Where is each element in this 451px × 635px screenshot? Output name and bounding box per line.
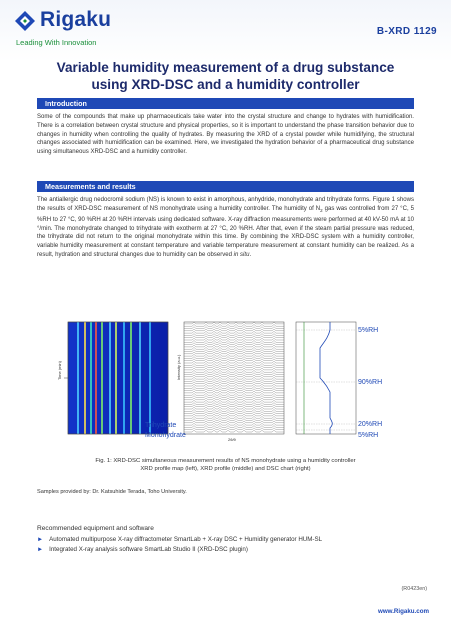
label-monohydrate: Monohydrate [145, 432, 186, 439]
website-link[interactable]: www.Rigaku.com [378, 608, 429, 615]
recommended-item [37, 546, 248, 553]
samples-credit: Samples provided by: Dr. Katsuhide Terada, Toho University. [37, 489, 187, 495]
svg-text:2θ/θ: 2θ/θ [228, 437, 236, 442]
results-text-italic: in situ [233, 251, 250, 258]
section-heading-introduction: Introduction [37, 98, 414, 109]
svg-text:Time (min): Time (min) [57, 361, 62, 380]
label-5rh-top: 5%RH [358, 327, 379, 334]
figure-1 [58, 318, 388, 446]
label-20rh: 20%RH [358, 421, 383, 428]
svg-text:Intensity (a.u.): Intensity (a.u.) [176, 354, 181, 380]
title-line-2: using XRD-DSC and a humidity controller [91, 76, 360, 92]
title-line-1: Variable humidity measurement of a drug substance [56, 60, 395, 75]
brand-name: Rigaku [40, 8, 112, 31]
label-trihydrate: Trihydrate [145, 422, 177, 429]
recommended-item-label: Automated multipurpose X-ray diffractometer SmartLab + X-ray DSC + Humidity generator HUM-SL [49, 536, 323, 543]
figure-labels [58, 318, 388, 446]
label-90rh: 90%RH [358, 379, 383, 386]
label-5rh-bottom: 5%RH [358, 432, 379, 439]
introduction-text: Some of the compounds that make up pharmaceuticals take water into the crystal structure and change to hydrates with humidification. There is a correlation between crystal structure and physical properties, so it is important to understand the phase transition behavior due to changes in humidity when controlling the quality of hydrates. By measuring the XRD of a crystal powder while humidifying, the structural changes associated with humidification can be examined. Here, we investigated the hydration behavior of a pharmaceutical drug substance using simultaneous XRD-DSC and a humidity controller. [37, 114, 414, 156]
document-reference: (R0423en) [401, 586, 427, 592]
figure-caption-line-2: XRD profile map (left), XRD profile (middle) and DSC chart (right) [140, 466, 311, 472]
results-subscript: 2 [320, 208, 323, 213]
recommended-item [37, 536, 322, 543]
document-number: B-XRD 1129 [376, 26, 437, 37]
bullet-triangle-icon: ► [37, 546, 44, 553]
recommended-heading: Recommended equipment and software [37, 525, 154, 532]
figure-caption [40, 457, 411, 473]
results-text-a: The antiallergic drug nedocromil sodium (NS) is known to exist in amorphous, anhydride, monohydrate and trihydrate forms. Figure 1 shows the results of XRD-DSC measurement of NS monohydrate using a humidity controller. The humidity of N [37, 197, 414, 212]
recommended-item-label: Integrated X-ray analysis software SmartLab Studio II (XRD-DSC plugin) [49, 546, 248, 553]
results-text-b: gas was controlled from 27 °C, 5 %RH to 27 °C, 90 %RH at 20 %RH intervals using dedicated software. X-ray diffraction measurements were performed at 40 kV-50 mA at 10 °/min. The monohydrate changed to trihydrate with exotherm at 27 °C, 20 %RH. After that, even if the steam partial pressure was reduced, the trihydrate did not return to the original monohydrate within this time. By combining the XRD-DSC system with a humidity controller, variable humidity measurement at constant temperature and variable temperature measurement at constant humidity can be realized. As a result, hydration and structural changes due to humidity can be observed [37, 205, 414, 258]
bullet-triangle-icon: ► [37, 536, 44, 543]
page-title [20, 60, 431, 93]
results-text-end: . [249, 251, 252, 258]
rigaku-mark-icon [14, 10, 36, 32]
figure-caption-line-1: Fig. 1: XRD-DSC simultaneous measurement results of NS monohydrate using a humidity controller [95, 458, 356, 464]
tagline: Leading With Innovation [16, 38, 97, 47]
results-text [37, 196, 414, 260]
section-heading-results: Measurements and results [37, 181, 414, 192]
rigaku-logo [14, 10, 154, 54]
